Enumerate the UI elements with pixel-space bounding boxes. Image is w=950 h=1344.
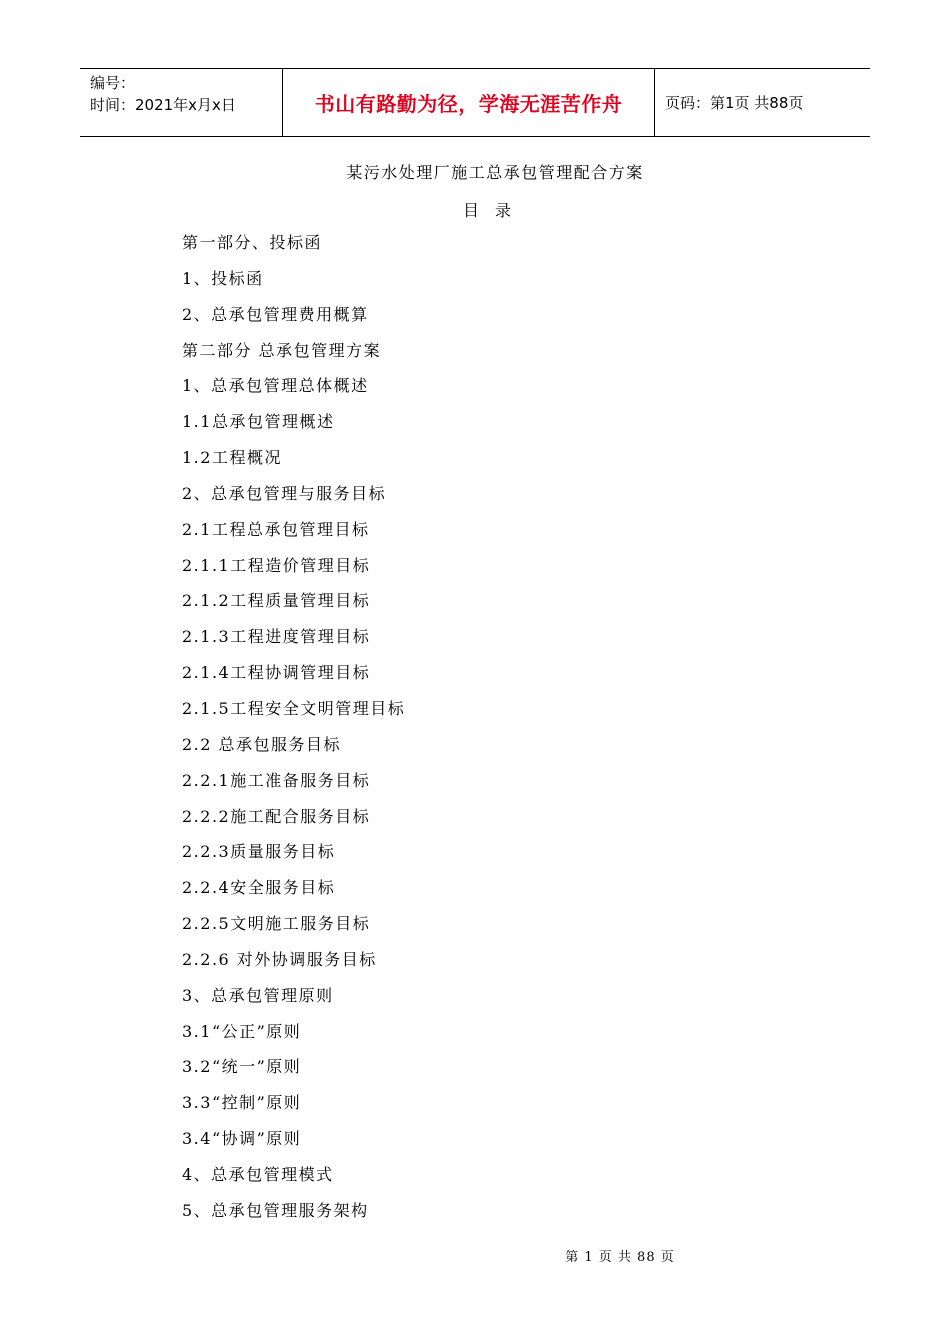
page-header (80, 68, 870, 137)
toc-entry: 第二部分 总承包管理方案 (182, 340, 382, 360)
toc-entry: 2.2.3质量服务目标 (182, 842, 336, 862)
toc-entry: 2.1工程总承包管理目标 (182, 519, 370, 539)
toc-entry: 2.2.4安全服务目标 (182, 878, 336, 898)
document-title: 某污水处理厂施工总承包管理配合方案 (346, 163, 644, 182)
document-number-label: 编号： (90, 74, 136, 92)
toc-entry: 2.1.4工程协调管理目标 (182, 663, 371, 683)
toc-entry: 2、总承包管理与服务目标 (182, 483, 387, 503)
header-meta (80, 69, 282, 136)
toc-entry: 2.2.1施工准备服务目标 (182, 770, 371, 790)
toc-entry: 2.2.5文明施工服务目标 (182, 914, 371, 934)
toc-entry: 2.1.2工程质量管理目标 (182, 591, 371, 611)
toc-entry: 1.1总承包管理概述 (182, 412, 335, 432)
toc-entry: 2.1.3工程进度管理目标 (182, 627, 371, 647)
toc-entry: 3.4“协调”原则 (182, 1129, 302, 1149)
toc-entry: 3、总承包管理原则 (182, 985, 334, 1005)
toc-entry: 2、总承包管理费用概算 (182, 304, 369, 324)
toc-entry: 1、总承包管理总体概述 (182, 376, 369, 396)
page-footer: 第 1 页 共 88 页 (565, 1250, 675, 1265)
header-motto: 书山有路勤为径，学海无涯苦作舟 (282, 69, 655, 136)
table-of-contents (182, 228, 405, 1232)
toc-heading: 目录 (462, 201, 527, 220)
toc-entry: 3.1“公正”原则 (182, 1021, 302, 1041)
toc-entry: 2.1.1工程造价管理目标 (182, 555, 371, 575)
toc-entry: 第一部分、投标函 (182, 233, 323, 252)
toc-entry: 3.2“统一”原则 (182, 1057, 302, 1077)
document-date: 时间：2021年x月x日 (90, 96, 236, 114)
toc-entry: 1、投标函 (182, 268, 264, 288)
toc-entry: 2.2 总承包服务目标 (182, 734, 342, 754)
toc-entry: 4、总承包管理模式 (182, 1164, 334, 1184)
toc-entry: 2.1.5工程安全文明管理目标 (182, 698, 406, 718)
toc-entry: 5、总承包管理服务架构 (182, 1200, 369, 1220)
toc-entry: 3.3“控制”原则 (182, 1093, 302, 1113)
toc-entry: 2.2.6 对外协调服务目标 (182, 949, 377, 969)
header-page-number: 页码：第1页 共88页 (665, 94, 804, 112)
toc-entry: 2.2.2施工配合服务目标 (182, 806, 371, 826)
toc-entry: 1.2工程概况 (182, 448, 282, 468)
